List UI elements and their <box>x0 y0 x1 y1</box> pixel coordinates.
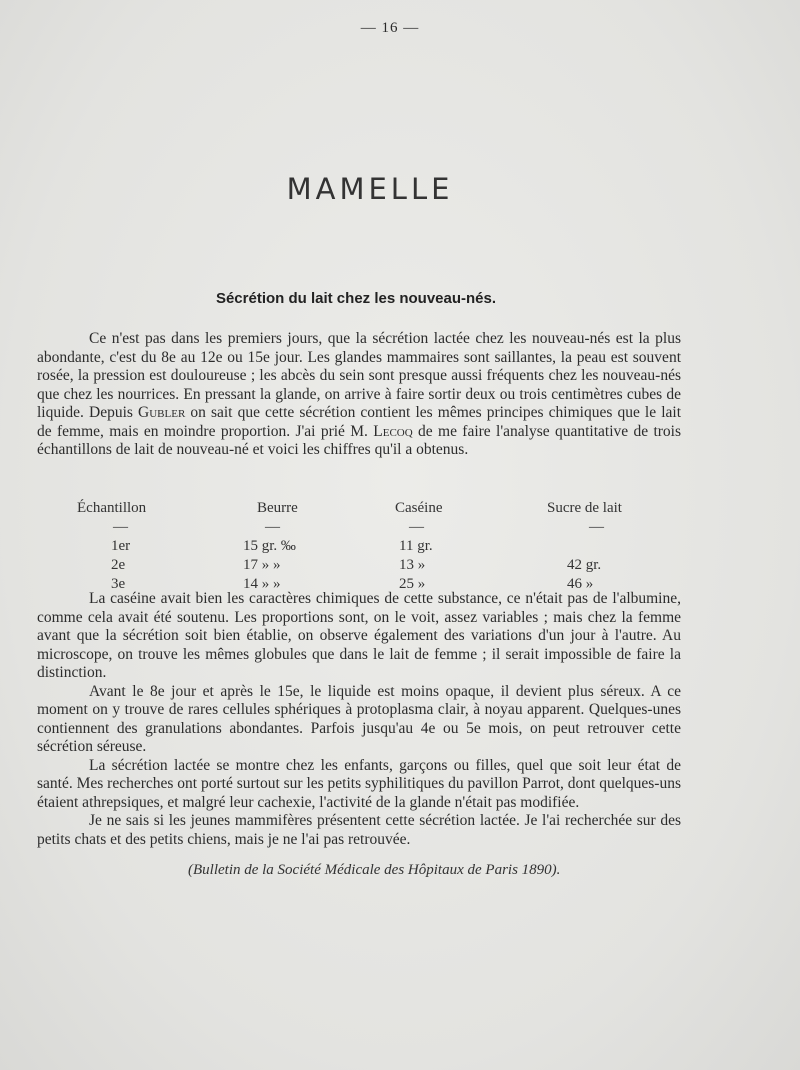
paragraph: Avant le 8e jour et après le 15e, le liquide est moins opaque, il devient plus séreux. A ce moment on y trouve de rares cellules sphériques à protoplasma clair, à noyau apparent. Quelques-unes contiennent des granulations abondantes. Parfois jusqu'au 4e ou 5e mois, on peut retrouver cette sécrétion séreuse. <box>37 682 681 755</box>
cell-sample: 2e <box>111 557 126 573</box>
dash: — <box>265 519 280 535</box>
cell-beurre: 17 » » <box>243 557 281 573</box>
cell-sample: 3e <box>111 576 126 592</box>
page-number: — 16 — <box>360 20 420 36</box>
page-title: MAMELLE <box>286 172 454 206</box>
table-dash-row <box>37 519 681 538</box>
header-sucre: Sucre de lait <box>547 500 622 516</box>
table-row <box>37 557 681 576</box>
cell-beurre: 15 gr. ‰ <box>243 538 296 554</box>
author-name-lecoq: Lecoq <box>373 422 413 440</box>
dash: — <box>113 519 128 535</box>
dash: — <box>589 519 604 535</box>
cell-beurre: 14 » » <box>243 576 281 592</box>
cell-caseine: 11 gr. <box>399 538 433 554</box>
cell-caseine: 13 » <box>399 557 426 573</box>
intro-text-3: de me faire l'analyse quantitative de trois échantillons de lait de nouveau-né et voici les chiffres qu'il a obtenus. <box>37 422 681 458</box>
cell-sucre: 42 gr. <box>567 557 602 573</box>
table-row <box>37 538 681 557</box>
dash: — <box>409 519 424 535</box>
paragraph: La sécrétion lactée se montre chez les enfants, garçons ou filles, quel que soit leur état de santé. Mes recherches ont porté surtout sur les petits syphilitiques du pavillon Parrot, dont quelques-uns étaient athrepsiques, et malgré leur cachexie, l'activité de la glande n'était pas modifiée. <box>37 756 681 811</box>
body-paragraphs <box>37 590 681 849</box>
table-header-row <box>37 500 681 519</box>
header-caseine: Caséine <box>395 500 443 516</box>
intro-paragraph <box>37 330 681 460</box>
cell-sucre: 46 » <box>567 576 594 592</box>
cell-sample: 1er <box>111 538 131 554</box>
header-echantillon: Échantillon <box>77 500 147 516</box>
author-name-gubler: Gubler <box>138 404 186 421</box>
section-title: Sécrétion du lait chez les nouveau-nés. <box>215 290 497 307</box>
cell-caseine: 25 » <box>399 576 426 592</box>
intro-text-2: on sait que cette sécrétion contient les mêmes principes chimiques que le lait de femme, mais en moindre proportion. J'ai prié M. <box>37 404 682 440</box>
intro-text-1: Ce n'est pas dans les premiers jours, que la sécrétion lactée chez les nouveau-nés est la plus abondante, c'est du 8e au 12e ou 15e jour. Les glandes mammaires sont saillantes, la peau est souvent rosée, la pression est douloureuse ; les abcès du sein sont presque aussi fréquents chez les nouveau-nés que chez les nourrices. En pressant la glande, on arrive à faire sortir deux ou trois centimètres cubes de liquide. Depuis <box>37 330 681 421</box>
analysis-table <box>37 500 681 595</box>
citation: (Bulletin de la Société Médicale des Hôpitaux de Paris 1890). <box>188 862 561 878</box>
header-beurre: Beurre <box>257 500 298 516</box>
paragraph: Je ne sais si les jeunes mammifères présentent cette sécrétion lactée. Je l'ai recherchée sur des petits chats et des petits chiens, mais je ne l'ai pas retrouvée. <box>37 812 681 848</box>
paragraph: La caséine avait bien les caractères chimiques de cette substance, ce n'était pas de l'albumine, comme cela avait été soutenu. Les proportions sont, on le voit, assez variables ; mais chez la femme avant que la sécrétion soit bien établie, on observe également des variations d'un jour à l'autre. Au microscope, on trouve les mêmes globules que dans le lait de femme ; il serait impossible de faire la distinction. <box>37 590 681 681</box>
